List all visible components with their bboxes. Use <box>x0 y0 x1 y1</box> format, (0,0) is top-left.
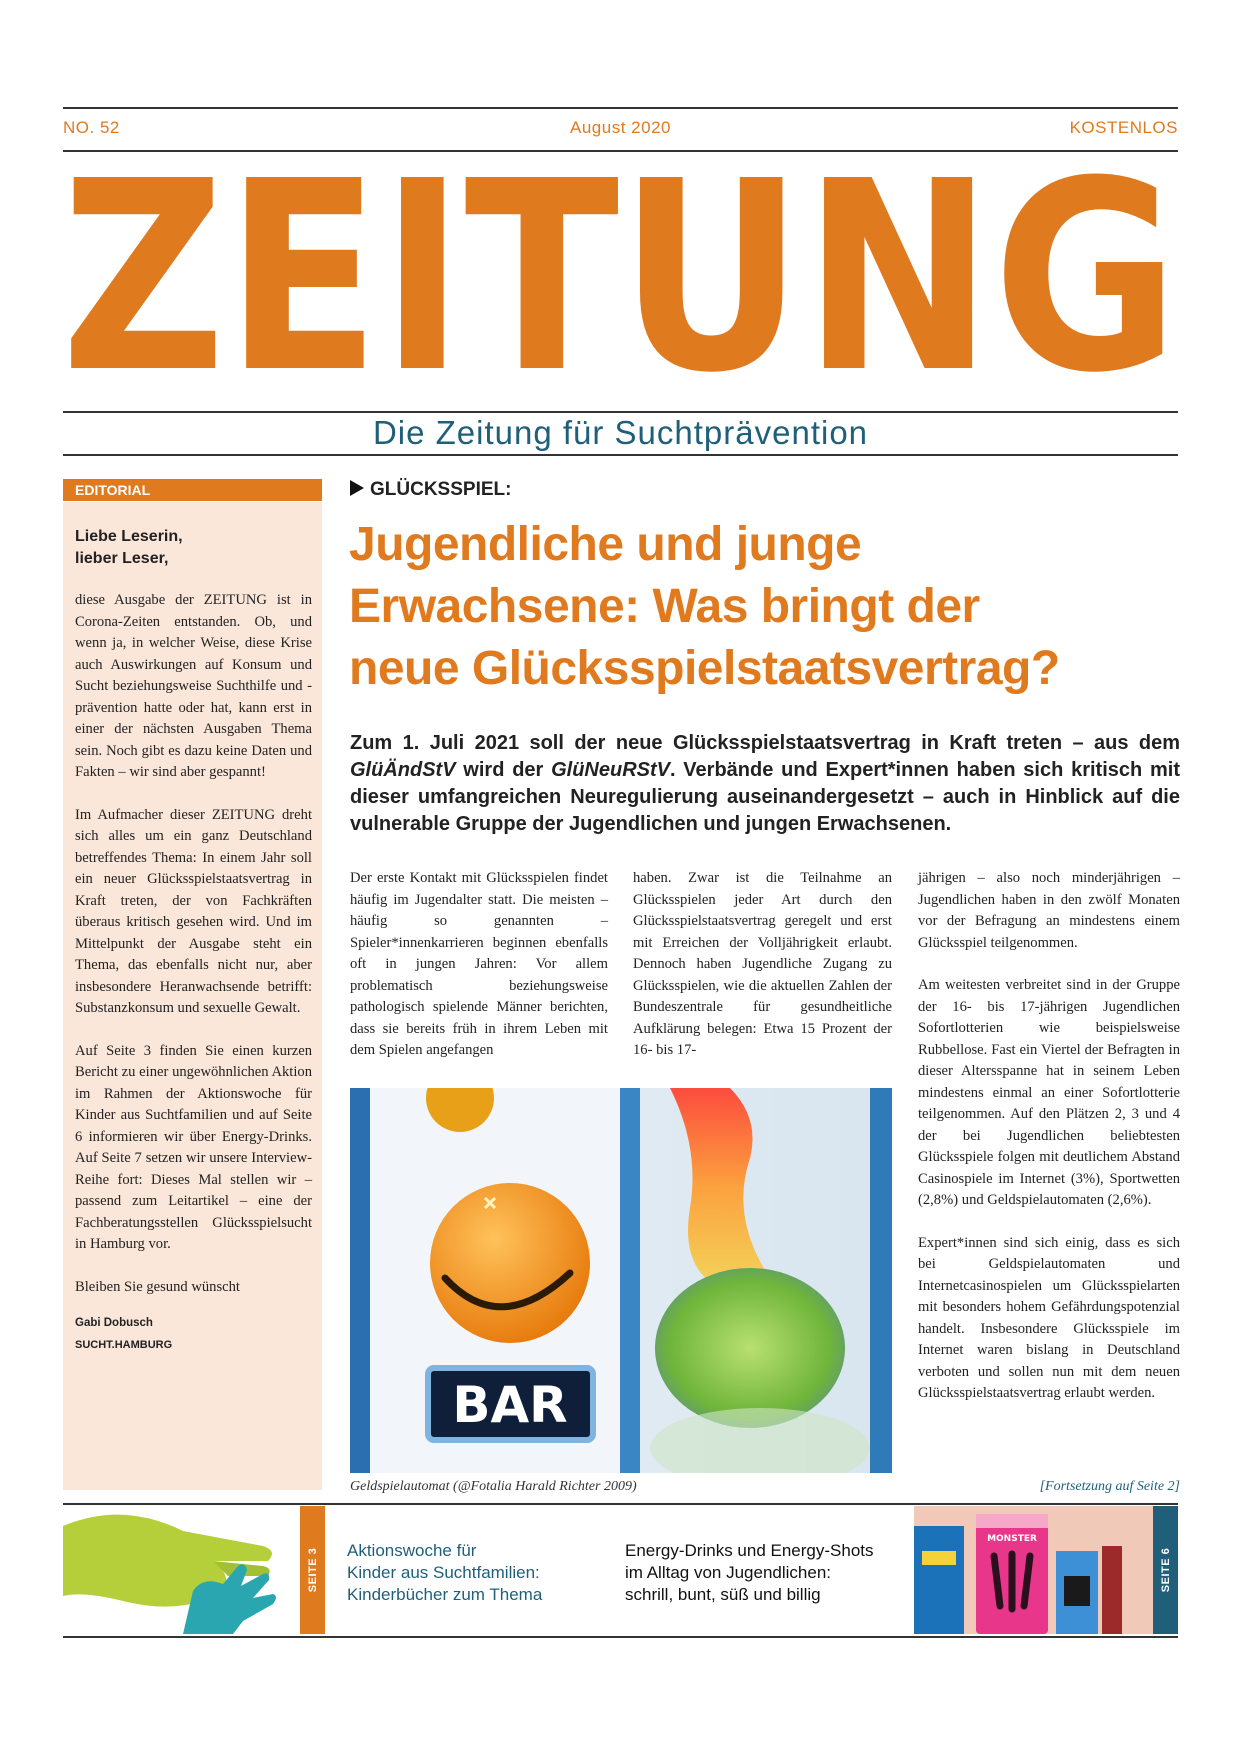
column-paragraph: Der erste Kontakt mit Glücksspielen findet häufig im Jugendalter statt. Die meisten – häufig so genannten – Spieler*innenkarrieren beginnen ebenfalls oft in jungen Jahren: Vor allem problematisch beziehungsweise pathologisch spielende Männer berichten, dass sie bereits früh in ihrem Leben mit dem Spielen angefangen <box>350 870 608 1058</box>
teaser-rule-bottom <box>63 1636 1178 1638</box>
article-column-1 <box>350 868 608 1083</box>
article-lead <box>350 730 1180 838</box>
page-tab-label: SEITE 6 <box>1159 1547 1172 1593</box>
teaser-1-text[interactable] <box>347 1540 542 1606</box>
page-tab-6[interactable] <box>1153 1506 1178 1634</box>
article-kicker <box>350 479 511 501</box>
greeting-line-2: lieber Leser, <box>75 550 169 567</box>
lead-abbreviation: GlüNeuRStV <box>551 759 670 781</box>
hands-icon <box>63 1506 301 1634</box>
continued-link[interactable]: [Fortsetzung auf Seite 2] <box>1039 1479 1180 1494</box>
lead-abbreviation: GlüÄndStV <box>350 759 456 781</box>
bar-label: BAR <box>452 1376 568 1434</box>
teaser-line: Kinderbücher zum Thema <box>347 1585 543 1604</box>
triangle-bullet-icon <box>350 480 364 496</box>
lead-text: . Verbände und Expert*innen haben sich kritisch mit dieser umfangreichen Neuregulierung auseinandergesetzt – auch in Hinblick auf die vulnerable Gruppe der Jugendlichen und jungen Erwachsenen. <box>350 759 1180 835</box>
headline-line: Jugendliche und junge <box>349 518 862 571</box>
lead-text: wird der <box>455 759 552 781</box>
tagline-rule-top <box>63 411 1178 413</box>
teaser-line: Kinder aus Suchtfamilien: <box>347 1563 540 1582</box>
masthead-rule <box>63 150 1178 152</box>
issue-number: NO. 52 <box>63 118 120 137</box>
tagline: Die Zeitung für Suchtprävention <box>372 414 869 451</box>
signature-name: Gabi Dobusch <box>75 1317 153 1329</box>
teaser-rule-top <box>63 1503 1178 1505</box>
top-rule <box>63 107 1178 109</box>
editorial-greeting <box>75 526 312 570</box>
page-tab-label: SEITE 3 <box>306 1547 319 1593</box>
teaser-line: im Alltag von Jugendlichen: <box>625 1563 832 1582</box>
teaser-line: schrill, bunt, süß und billig <box>625 1585 821 1604</box>
column-paragraph: haben. Zwar ist die Teilnahme an Glücksspielen jeder Art durch den Glücksspielstaatsvertrag geregelt und erst mit Erreichen der Volljährigkeit erlaubt. Dennoch haben Jugendliche Zugang zu Glücksspielen, wie die aktuellen Zahlen der Bundeszentrale für gesundheitliche Aufklärung belegen: Etwa 15 Prozent der 16- bis 17- <box>633 870 892 1058</box>
can-label: MONSTER <box>987 1534 1037 1544</box>
signature-org: SUCHT.HAMBURG <box>75 1339 173 1351</box>
editorial-paragraph: Auf Seite 3 finden Sie einen kurzen Bericht zu einer ungewöhnlichen Aktion im Rahmen der Aktionswoche für Kinder aus Suchtfamilien und auf Seite 6 informieren wir über Energy-Drinks. Auf Seite 7 setzen wir unsere Interview-Reihe fort: Dieses Mal stellen wir – passend zum Leitartikel – eine der Fachberatungsstellen Glücksspielsucht in Hamburg vor. <box>75 1042 312 1252</box>
headline-line: neue Glücksspielstaatsvertrag? <box>349 642 1060 695</box>
tagline-rule-bottom <box>63 454 1178 456</box>
column-paragraph: Am weitesten verbreitet sind in der Gruppe der 16- bis 17-jährigen Jugendlichen Sofortlotterien wie beispielsweise Rubbellose. Fast ein Viertel der Befragten in dieser Altersspanne hat in seinem Leben mindestens einmal an einer Sofortlotterie teilgenommen. Auf den Plätzen 2, 3 und 4 der bei Jugendlichen beliebtesten Glücksspiele folgen mit deutlichem Abstand Casinospiele im Internet (3%), Sportwetten (2,8%) und Geldspielautomaten (2,6%). <box>918 977 1180 1208</box>
article-column-3 <box>918 868 1180 1426</box>
teaser-line: Aktionswoche für <box>347 1541 477 1560</box>
logo-text: ZEITUNG <box>61 168 1179 400</box>
page-tab-3[interactable] <box>300 1506 325 1634</box>
issue-date: August 2020 <box>570 118 671 137</box>
lead-text: Zum 1. Juli 2021 soll der neue Glücksspielstaatsvertrag in Kraft treten – aus dem <box>350 732 1180 754</box>
price-label: KOSTENLOS <box>1069 118 1178 137</box>
headline-line: Erwachsene: Was bringt der <box>349 580 980 633</box>
slot-machine-photo <box>350 1088 892 1473</box>
energy-drink-cans-icon <box>914 1506 1153 1634</box>
editorial-box <box>63 502 322 1490</box>
masthead-logo <box>58 168 1182 400</box>
column-paragraph: jährigen – also noch minderjährigen – Jugendlichen haben in den zwölf Monaten vor der Befragung an mindestens einem Glücksspiel teilgenommen. <box>918 870 1180 951</box>
photo-caption: Geldspielautomat (@Fotalia Harald Richter 2009) <box>350 1479 637 1494</box>
article-column-2 <box>633 868 892 1083</box>
kicker-text: GLÜCKSSPIEL: <box>370 479 512 500</box>
editorial-closing: Bleiben Sie gesund wünscht <box>75 1278 240 1295</box>
editorial-paragraph: diese Ausgabe der ZEITUNG ist in Corona-Zeiten entstanden. Ob, und wenn ja, in welcher Weise, diese Krise auch Auswirkungen auf Konsum und Sucht beziehungsweise Suchthilfe und -prävention hatte oder hat, kann erst in einer der nächsten Ausgaben Thema sein. Noch gibt es dazu keine Daten und Fakten – wir sind aber gespannt! <box>75 592 312 780</box>
greeting-line-1: Liebe Leserin, <box>75 528 183 545</box>
teaser-line: Energy-Drinks und Energy-Shots <box>625 1541 874 1560</box>
teaser-2-text[interactable] <box>625 1540 874 1606</box>
editorial-label: EDITORIAL <box>63 479 322 501</box>
article-headline <box>349 514 1179 700</box>
column-paragraph: Expert*innen sind sich einig, dass es sich bei Geldspielautomaten und Internetcasinospielen um Glücksspielarten mit besonders hohem Gefährdungspotenzial handelt. Insbesondere Glücksspiele im Internet waren bislang in Deutschland verboten und sollen nun mit dem neuen Glücksspielstaatsvertrag erlaubt werden. <box>918 1234 1180 1401</box>
editorial-paragraph: Im Aufmacher dieser ZEITUNG dreht sich alles um ein ganz Deutschland betreffendes Thema: In einem Jahr soll ein neuer Glücksspielstaatsvertrag in Kraft treten, der von Fachkräften überaus kritisch gesehen wird. Und im Mittelpunkt der Ausgabe steht ein Thema, das ebenfalls nicht nur, aber insbesondere Heranwachsende betrifft: Substanzkonsum und sexuelle Gewalt. <box>75 806 312 1016</box>
